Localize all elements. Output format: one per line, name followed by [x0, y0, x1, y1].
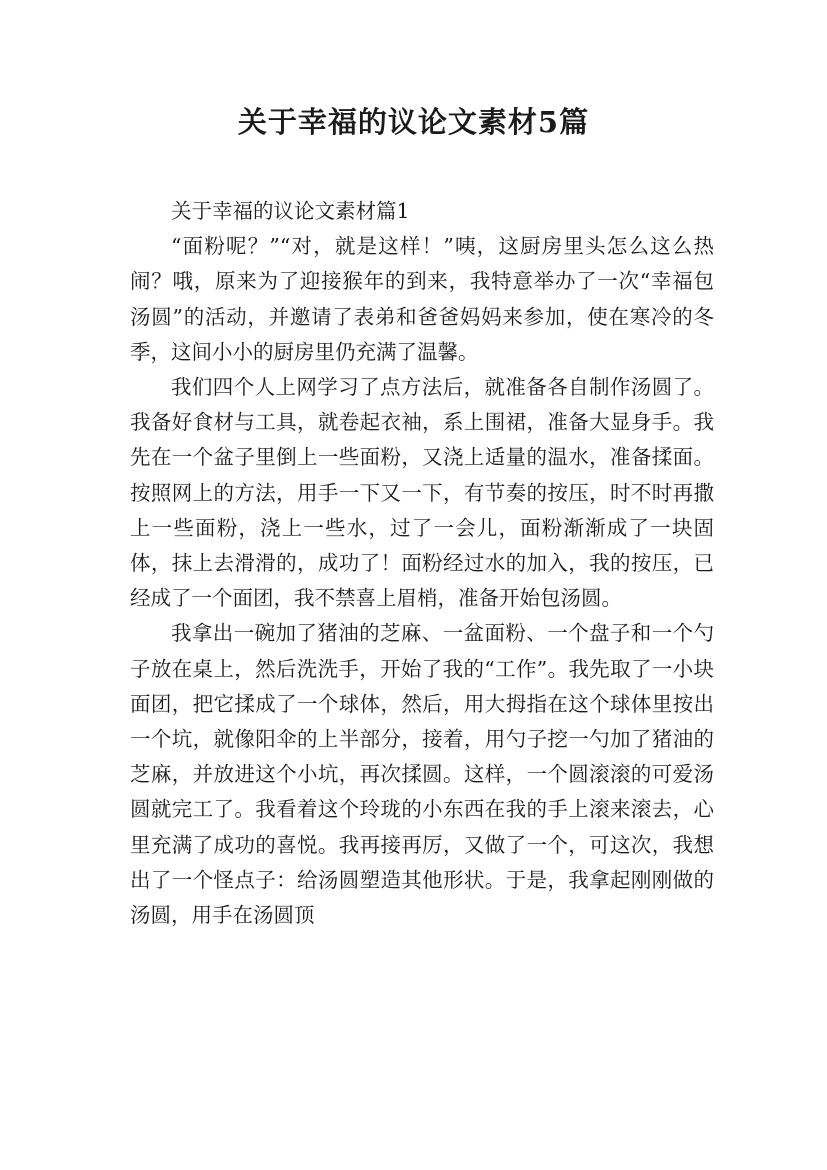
paragraph-3: 我拿出一碗加了猪油的芝麻、一盆面粉、一个盘子和一个勺子放在桌上，然后洗洗手，开始了我的“工作”。我先取了一小块面团，把它揉成了一个球体，然后，用大拇指在这个球体里按出一个坑，就像阳伞的上半部分，接着，用勺子挖一勺加了猪油的芝麻，并放进这个小坑，再次揉圆。这样，一个圆滚滚的可爱汤圆就完工了。我看着这个玲珑的小东西在我的手上滚来滚去，心里充满了成功的喜悦。我再接再厉，又做了一个，可这次，我想出了一个怪点子：给汤圆塑造其他形状。于是，我拿起刚刚做的汤圆，用手在汤圆顶 — [130, 621, 714, 928]
paragraph-1: “面粉呢？”“对，就是这样！”咦，这厨房里头怎么这么热闹？哦，原来为了迎接猴年的到来，我特意举办了一次“幸福包汤圆”的活动，并邀请了表弟和爸爸妈妈来参加，使在寒冷的冬季，这间小小的厨房里仍充满了温馨。 — [130, 234, 714, 364]
paragraph-2: 我们四个人上网学习了点方法后，就准备各自制作汤圆了。我备好食材与工具，就卷起衣袖，系上围裙，准备大显身手。我先在一个盆子里倒上一些面粉，又浇上适量的温水，准备揉面。按照网上的方法，用手一下又一下，有节奏的按压，时不时再撒上一些面粉，浇上一些水，过了一会儿，面粉渐渐成了一块固体，抹上去滑滑的，成功了！面粉经过水的加入，我的按压，已经成了一个面团，我不禁喜上眉梢，准备开始包汤圆。 — [130, 375, 714, 611]
document-body — [130, 194, 714, 933]
document-title: 关于幸福的议论文素材5篇 — [237, 105, 590, 139]
section-heading: 关于幸福的议论文素材篇1 — [171, 199, 410, 223]
